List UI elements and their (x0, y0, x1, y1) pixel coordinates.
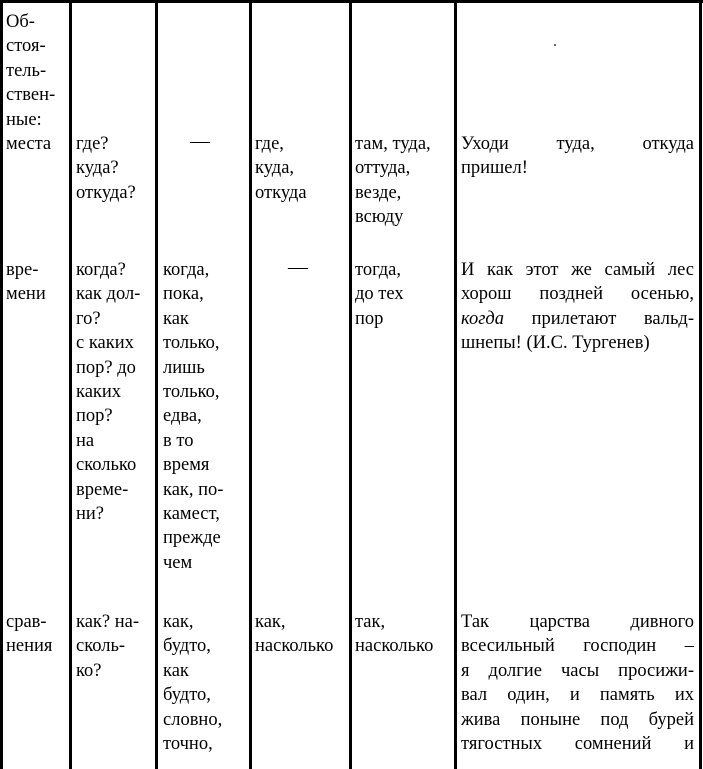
row-category-comparison: срав- нения (6, 612, 53, 657)
empty-dash: — (288, 256, 308, 278)
questions-time: когда? как дол- го? с каких пор? до каких пор? на сколько време- ни? (76, 260, 141, 525)
conjunctions-comparison: как, будто, как будто, словно, точно, (163, 612, 223, 755)
questions-comparison: как? на- сколь- ко? (76, 612, 140, 681)
conjunctions-place: где, куда, откуда (255, 134, 307, 203)
scan-speck (554, 44, 556, 46)
demonstratives-place: там, туда, оттуда, везде, всюду (355, 134, 431, 228)
row-category-time: вре- мени (6, 260, 46, 305)
empty-dash: — (190, 130, 210, 152)
example-comparison: Так царства дивного всесильный господин – я долгие часы просижи- вал один, и память их жива поныне под бурей тягостных сомнений и (461, 612, 694, 755)
demonstratives-comparison: так, насколько (355, 612, 434, 657)
example-time: И как этот же самый лес хорош поздней осенью, когда прилетают вальд- шнепы! (И.С. Тургенев) (461, 260, 694, 354)
table-border-right (699, 0, 702, 769)
table-border-left (0, 0, 3, 769)
column-divider (349, 0, 352, 769)
row-category-place: Об- стоя- тель- ствен- ные: места (6, 12, 56, 155)
example-place: Уходи туда, откуда пришел! (461, 134, 694, 179)
demonstratives-time: тогда, до тех пор (355, 260, 404, 329)
questions-place: где? куда? откуда? (76, 134, 136, 203)
table-border-top (0, 0, 703, 3)
column-divider (249, 0, 252, 769)
column-divider (69, 0, 72, 769)
column-divider (454, 0, 457, 769)
pronouns-comparison: как, насколько (255, 612, 334, 657)
conjunctions-time: когда, пока, как только, лишь только, едва, в то время как, по- камест, прежде чем (163, 260, 224, 573)
column-divider (155, 0, 158, 769)
